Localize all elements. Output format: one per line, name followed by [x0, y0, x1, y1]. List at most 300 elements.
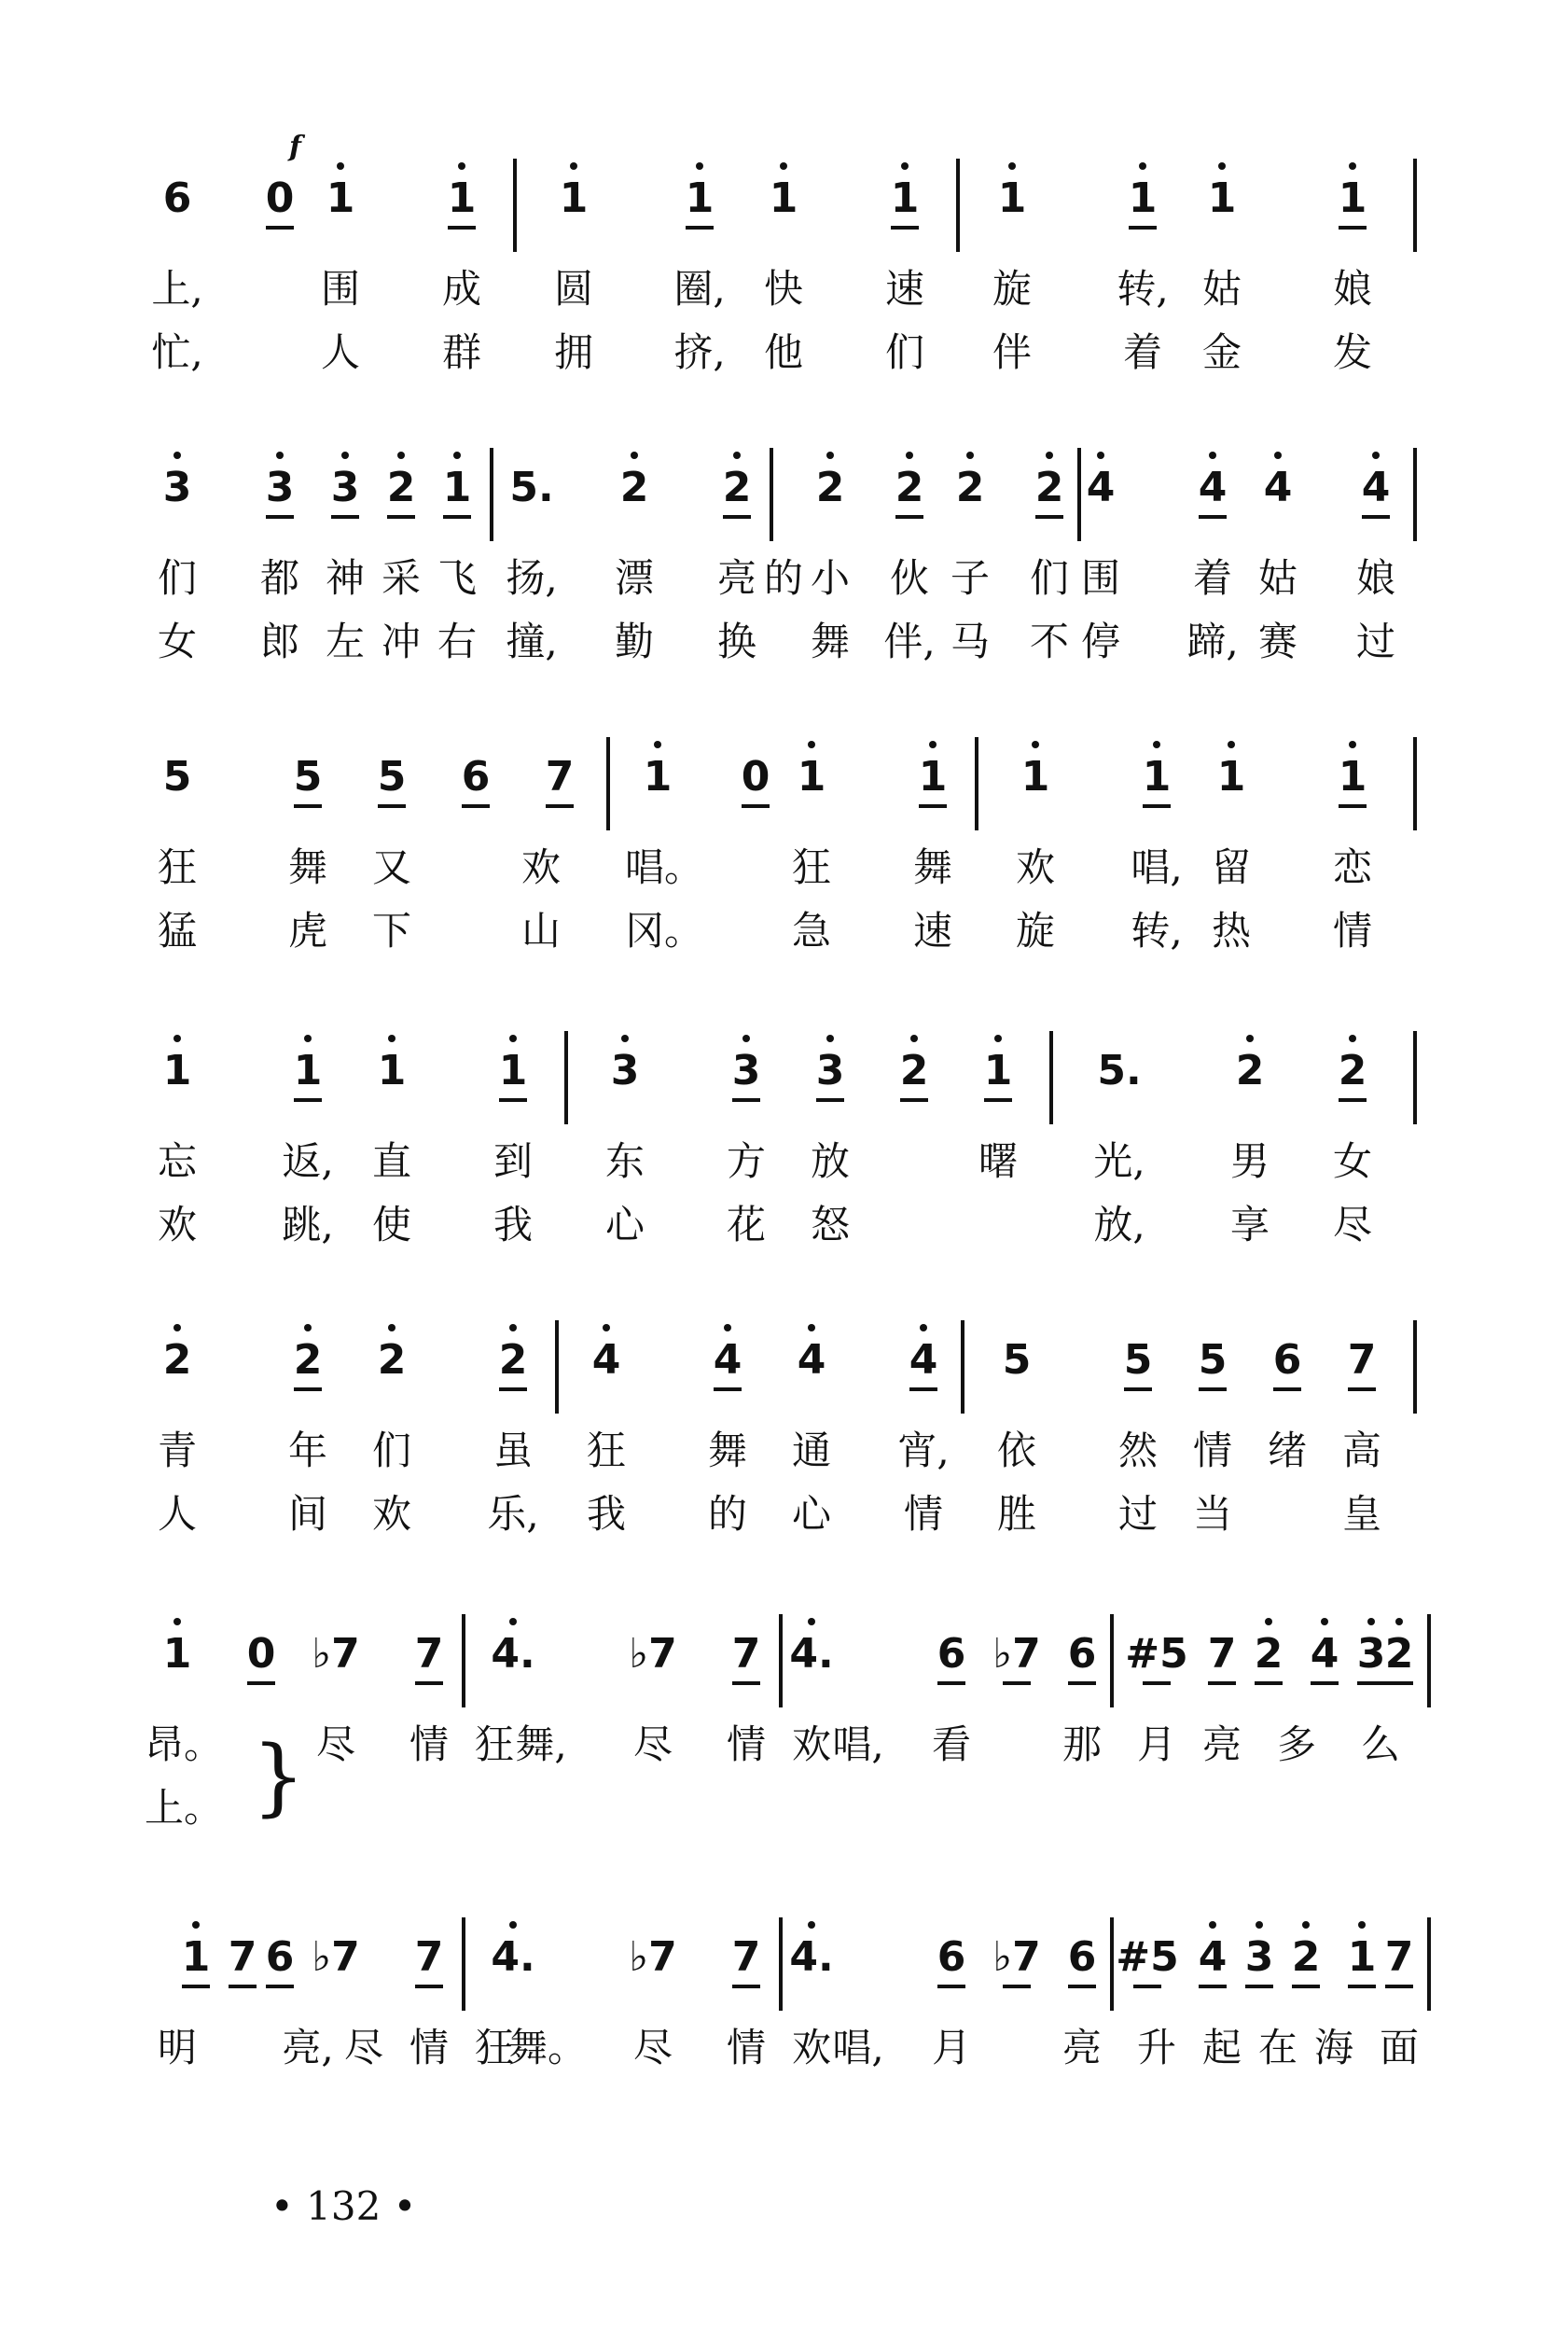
octave-dot — [1358, 1921, 1366, 1929]
note-text: 5. — [509, 464, 554, 511]
lyric-syllable: 男 — [1229, 1138, 1270, 1184]
bar-line — [1413, 448, 1417, 541]
octave-dot — [910, 1035, 918, 1042]
note-underline — [1255, 1681, 1283, 1685]
lyric-syllable: 娘 — [1355, 555, 1395, 601]
lyric-syllable: 赛 — [1257, 619, 1297, 664]
lyric-syllable: 方 — [726, 1138, 766, 1184]
lyric-syllable: 挤, — [673, 329, 726, 375]
note — [443, 754, 508, 801]
note-text: 2 — [1235, 1047, 1265, 1094]
lyric-syllable: 又 — [371, 844, 411, 890]
lyric-syllable: 狂 — [474, 2025, 514, 2070]
lyric-syllable: 虽 — [493, 1428, 533, 1473]
lyric-syllable: 换 — [716, 619, 756, 664]
octave-dot — [1349, 1035, 1356, 1042]
note-text: 4 — [1198, 1933, 1228, 1981]
note-text: 5. — [1097, 1047, 1142, 1094]
note — [695, 1337, 760, 1384]
note-underline — [1068, 1985, 1096, 1988]
note-underline — [415, 1985, 443, 1988]
lyric-syllable: 左 — [325, 619, 365, 664]
note-text: 4 — [1198, 464, 1228, 511]
lyric-syllable: 上, — [151, 266, 203, 312]
lyric-syllable: 郎 — [259, 619, 299, 664]
note-text: 7 — [1384, 1933, 1414, 1981]
lyric-syllable: 旋 — [992, 266, 1032, 312]
lyric-syllable: 忙, — [151, 329, 203, 375]
lyric-syllable: 我 — [493, 1202, 533, 1247]
octave-dot — [1228, 741, 1235, 748]
lyric-syllable: 人 — [157, 1491, 197, 1537]
note-text: 2 — [377, 1336, 407, 1384]
lyric-syllable: 着 — [1192, 555, 1232, 601]
lyric-syllable: 心 — [791, 1491, 831, 1537]
note — [779, 1631, 844, 1678]
octave-dot — [920, 1324, 927, 1331]
lyric-syllable: 然 — [1117, 1428, 1158, 1473]
lyric-row — [159, 1423, 1436, 1488]
octave-dot — [1209, 1921, 1216, 1929]
lyric-syllable: 成 — [441, 266, 481, 312]
lyric-syllable: 升 — [1136, 2025, 1176, 2070]
lyric-row — [145, 1717, 1436, 1782]
lyric-syllable: 那 — [1062, 1721, 1102, 1767]
lyric-syllable: 使 — [371, 1202, 411, 1247]
note-text: 4. — [789, 1630, 834, 1678]
bar-line — [956, 159, 960, 252]
note-text: 1 — [1216, 753, 1246, 801]
note — [424, 465, 490, 511]
lyric-syllable: 舞, — [515, 1721, 567, 1767]
octave-dot — [1395, 1618, 1403, 1625]
note-underline — [1339, 1098, 1367, 1102]
octave-dot — [906, 452, 913, 459]
note — [919, 1631, 984, 1678]
note-underline — [294, 804, 322, 808]
note — [1343, 465, 1408, 511]
note — [396, 1934, 462, 1981]
lyric-syllable: 飞 — [437, 555, 477, 601]
lyric-syllable: 间 — [287, 1491, 327, 1537]
note-text: 1 — [918, 753, 948, 801]
note-text: 1 — [447, 174, 477, 222]
note — [275, 1048, 340, 1094]
octave-dot — [304, 1324, 312, 1331]
note-underline — [1273, 1387, 1301, 1391]
octave-dot — [173, 1035, 181, 1042]
note-underline — [1362, 515, 1390, 519]
note-underline — [1348, 1387, 1376, 1391]
lyric-syllable: 狂 — [586, 1428, 626, 1473]
note-text: 4 — [1310, 1630, 1339, 1678]
note-underline — [1124, 1387, 1152, 1391]
lyric-syllable: 月 — [1136, 1721, 1176, 1767]
lyric-syllable: 起 — [1201, 2025, 1242, 2070]
note — [1087, 1048, 1152, 1094]
notation-row — [159, 1320, 1436, 1404]
lyric-syllable: 快 — [763, 266, 803, 312]
octave-dot — [733, 452, 741, 459]
note-text: 2 — [1384, 1630, 1414, 1678]
note-underline — [984, 1098, 1012, 1102]
note — [937, 465, 1003, 511]
lyric-syllable: 宵, — [897, 1428, 950, 1473]
lyric-syllable: 过 — [1355, 619, 1395, 664]
note-text: 2 — [1338, 1047, 1367, 1094]
note — [247, 465, 312, 511]
note-underline — [1339, 804, 1367, 808]
octave-dot — [509, 1921, 517, 1929]
bar-line — [1110, 1614, 1114, 1707]
note — [798, 465, 863, 511]
note — [625, 754, 690, 801]
note-text: ♭7 — [992, 1630, 1041, 1678]
note — [919, 1934, 984, 1981]
note-underline — [499, 1098, 527, 1102]
bar-line — [564, 1031, 568, 1124]
octave-dot — [1367, 1618, 1375, 1625]
octave-dot — [341, 452, 349, 459]
lyric-syllable: 转, — [1131, 908, 1183, 954]
bar-line — [1427, 1917, 1431, 2011]
lyric-syllable: 转, — [1117, 266, 1169, 312]
note — [1199, 754, 1264, 801]
lyric-syllable: 欢 — [157, 1202, 197, 1247]
notation-row — [159, 448, 1436, 532]
note-text: 6 — [265, 1933, 295, 1981]
lyric-syllable: 舞 — [707, 1428, 747, 1473]
note-underline — [1245, 1985, 1273, 1988]
note — [480, 1048, 546, 1094]
note — [779, 754, 844, 801]
note-underline — [816, 1098, 844, 1102]
lyric-syllable: 年 — [287, 1428, 327, 1473]
note-text: 1 — [498, 1047, 528, 1094]
note — [275, 1337, 340, 1384]
lyric-syllable: 情 — [726, 2025, 766, 2070]
note-underline — [448, 226, 476, 230]
lyric-brace: } — [252, 1728, 306, 1826]
octave-dot — [808, 741, 815, 748]
octave-dot — [1097, 452, 1104, 459]
lyric-syllable: 昂。 — [145, 1721, 224, 1767]
octave-dot — [1372, 452, 1380, 459]
note-underline — [1003, 1985, 1031, 1988]
note — [145, 1631, 210, 1678]
note-underline — [1357, 1681, 1385, 1685]
note — [1124, 754, 1189, 801]
lyric-syllable: 欢 — [520, 844, 561, 890]
lyric-syllable: 撞, — [506, 619, 558, 664]
lyric-syllable: 马 — [950, 619, 990, 664]
note — [592, 1048, 658, 1094]
bar-line — [975, 737, 978, 830]
lyric-syllable: 面 — [1379, 2025, 1419, 2070]
note — [145, 1337, 210, 1384]
note — [714, 1934, 779, 1981]
note-underline — [1133, 1985, 1161, 1988]
octave-dot — [929, 741, 937, 748]
lyric-syllable: 情 — [903, 1491, 943, 1537]
lyric-row — [151, 325, 1436, 390]
note — [480, 1934, 546, 1981]
note — [704, 465, 770, 511]
lyric-syllable: 尽 — [315, 1721, 355, 1767]
note — [359, 1048, 424, 1094]
note-underline — [1129, 226, 1157, 230]
lyric-syllable: 圆 — [553, 266, 593, 312]
note — [984, 1631, 1049, 1678]
note-underline — [742, 804, 770, 808]
bar-line — [606, 737, 610, 830]
octave-dot — [388, 1324, 395, 1331]
lyric-syllable: 亮 — [1062, 2025, 1102, 2070]
note-text: 2 — [619, 464, 649, 511]
note — [1003, 754, 1068, 801]
lyric-syllable: 狂 — [474, 1721, 514, 1767]
lyric-syllable: 女 — [1332, 1138, 1372, 1184]
lyric-syllable: 发 — [1332, 329, 1372, 375]
lyric-syllable: 人 — [320, 329, 360, 375]
note-text: 6 — [1067, 1933, 1097, 1981]
note — [145, 1048, 210, 1094]
note — [303, 1934, 368, 1981]
lyric-syllable: 围 — [1080, 555, 1120, 601]
lyric-row — [159, 903, 1436, 968]
note-text: 1 — [643, 753, 673, 801]
lyric-syllable: 拥 — [553, 329, 593, 375]
note — [602, 465, 667, 511]
note-text: 2 — [1254, 1630, 1284, 1678]
notation-row — [159, 1917, 1436, 2001]
note — [1180, 1337, 1245, 1384]
lyric-syllable: 月 — [931, 2025, 971, 2070]
lyric-syllable: 们 — [371, 1428, 411, 1473]
notation-row — [159, 1614, 1436, 1698]
octave-dot — [1008, 162, 1016, 170]
note-text: 0 — [246, 1630, 276, 1678]
lyric-syllable: 群 — [441, 329, 481, 375]
lyric-syllable: 狂 — [157, 844, 197, 890]
note-text: 6 — [937, 1630, 966, 1678]
lyric-syllable: 唱, — [1131, 844, 1183, 890]
note-underline — [686, 226, 714, 230]
lyric-syllable: 情 — [726, 1721, 766, 1767]
octave-dot — [509, 1324, 517, 1331]
bar-line — [462, 1917, 465, 2011]
octave-dot — [173, 452, 181, 459]
note-underline — [1068, 1681, 1096, 1685]
note — [984, 1934, 1049, 1981]
note — [1320, 1048, 1385, 1094]
lyric-syllable: 子 — [950, 555, 990, 601]
octave-dot — [1349, 162, 1356, 170]
octave-dot — [458, 162, 465, 170]
note-text: 1 — [162, 1047, 192, 1094]
note — [877, 465, 942, 511]
lyric-row — [159, 1134, 1436, 1199]
note — [303, 1631, 368, 1678]
bar-line — [462, 1614, 465, 1707]
note-text: 5 — [162, 753, 192, 801]
octave-dot — [1046, 452, 1053, 459]
lyric-syllable: 着 — [1122, 329, 1162, 375]
lyric-syllable: 围 — [320, 266, 360, 312]
note-underline — [1199, 515, 1227, 519]
note — [145, 465, 210, 511]
note — [1180, 465, 1245, 511]
lyric-syllable: 享 — [1229, 1202, 1270, 1247]
note-underline — [1003, 1681, 1031, 1685]
note — [872, 175, 937, 222]
note-underline — [732, 1985, 760, 1988]
note-text: 3 — [1356, 1630, 1386, 1678]
note-underline — [378, 804, 406, 808]
note-text: 7 — [414, 1630, 444, 1678]
lyric-syllable: 停 — [1080, 619, 1120, 664]
note — [1320, 754, 1385, 801]
octave-dot — [1274, 452, 1282, 459]
note-text: #5 — [1116, 1933, 1179, 1981]
note-underline — [895, 515, 923, 519]
lyric-syllable: 在 — [1257, 2025, 1297, 2070]
note-text: ♭7 — [312, 1933, 360, 1981]
lyric-syllable: 唱, — [832, 2025, 884, 2070]
note-text: 7 — [228, 1933, 257, 1981]
note-underline — [723, 515, 751, 519]
note — [145, 754, 210, 801]
note-text: 2 — [1291, 1933, 1321, 1981]
note-text: 1 — [442, 464, 472, 511]
lyric-syllable: 唱, — [832, 1721, 884, 1767]
note-text: 0 — [741, 753, 770, 801]
lyric-syllable: 尽 — [1332, 1202, 1372, 1247]
lyric-syllable: 虎 — [287, 908, 327, 954]
note-text: 6 — [937, 1933, 966, 1981]
note — [247, 175, 312, 222]
note-text: 1 — [1338, 174, 1367, 222]
note-text: 0 — [265, 174, 295, 222]
note-text: 1 — [1142, 753, 1172, 801]
bar-line — [779, 1917, 783, 2011]
note-text: 5 — [377, 753, 407, 801]
lyric-syllable: 欢 — [791, 2025, 831, 2070]
bar-line — [770, 448, 773, 541]
note-text: 3 — [1244, 1933, 1274, 1981]
lyric-syllable: 直 — [371, 1138, 411, 1184]
lyric-syllable: 山 — [520, 908, 561, 954]
note — [574, 1337, 639, 1384]
lyric-syllable: 当 — [1192, 1491, 1232, 1537]
lyric-syllable: 么 — [1360, 1721, 1400, 1767]
note — [527, 754, 592, 801]
note-text: 6 — [1272, 1336, 1302, 1384]
lyric-syllable: 女 — [157, 619, 197, 664]
note-text: 3 — [265, 464, 295, 511]
octave-dot — [780, 162, 787, 170]
note-underline — [415, 1681, 443, 1685]
note — [1367, 1631, 1432, 1678]
note-underline — [229, 1985, 257, 1988]
note — [779, 1337, 844, 1384]
note-text: 1 — [685, 174, 715, 222]
bar-line — [1413, 737, 1417, 830]
note-text: 1 — [293, 1047, 323, 1094]
lyric-syllable: 光, — [1093, 1138, 1145, 1184]
octave-dot — [1153, 741, 1160, 748]
note-text: 1 — [890, 174, 920, 222]
note-text: ♭7 — [312, 1630, 360, 1678]
lyric-syllable: 姑 — [1201, 266, 1242, 312]
octave-dot — [826, 452, 834, 459]
lyric-syllable: 右 — [437, 619, 477, 664]
note-text: 3 — [610, 1047, 640, 1094]
note — [308, 175, 373, 222]
bar-line — [1049, 1031, 1053, 1124]
note — [798, 1048, 863, 1094]
note-underline — [1208, 1681, 1236, 1685]
octave-dot — [1209, 452, 1216, 459]
lyric-syllable: 漂 — [614, 555, 654, 601]
note-underline — [1035, 515, 1063, 519]
lyric-syllable: 放, — [1093, 1202, 1145, 1247]
note-underline — [732, 1098, 760, 1102]
note-text: 1 — [1128, 174, 1158, 222]
lyric-syllable: 旋 — [1015, 908, 1055, 954]
lyric-syllable: 速 — [884, 266, 924, 312]
note-underline — [546, 804, 574, 808]
note — [1217, 1048, 1283, 1094]
note-underline — [1143, 804, 1171, 808]
note-text: ♭7 — [629, 1933, 677, 1981]
octave-dot — [808, 1324, 815, 1331]
note-text: 1 — [1207, 174, 1237, 222]
note-text: 4 — [797, 1336, 826, 1384]
note-underline — [443, 515, 471, 519]
note — [1329, 1337, 1395, 1384]
note-text: ♭7 — [629, 1630, 677, 1678]
lyric-syllable: 恋 — [1332, 844, 1372, 890]
note — [1320, 175, 1385, 222]
note — [979, 175, 1045, 222]
lyric-syllable: 上。 — [145, 1785, 224, 1831]
note-underline — [1199, 1387, 1227, 1391]
lyric-syllable: 都 — [259, 555, 299, 601]
note-text: 6 — [162, 174, 192, 222]
note — [779, 1934, 844, 1981]
note — [1367, 1934, 1432, 1981]
lyric-syllable: 我 — [586, 1491, 626, 1537]
lyric-syllable: 急 — [791, 908, 831, 954]
note — [499, 465, 564, 511]
note-text: 7 — [1347, 1336, 1377, 1384]
octave-dot — [808, 1618, 815, 1625]
note — [984, 1337, 1049, 1384]
lyric-syllable: 采 — [381, 555, 421, 601]
note-text: 4. — [789, 1933, 834, 1981]
octave-dot — [742, 1035, 750, 1042]
note-underline — [1385, 1985, 1413, 1988]
lyric-syllable: 怒 — [810, 1202, 850, 1247]
lyric-syllable: 花 — [726, 1202, 766, 1247]
lyric-syllable: 海 — [1313, 2025, 1353, 2070]
lyric-row — [159, 550, 1436, 616]
bar-line — [961, 1320, 964, 1414]
note-text: 2 — [722, 464, 752, 511]
note-underline — [1292, 1985, 1320, 1988]
octave-dot — [1265, 1618, 1272, 1625]
